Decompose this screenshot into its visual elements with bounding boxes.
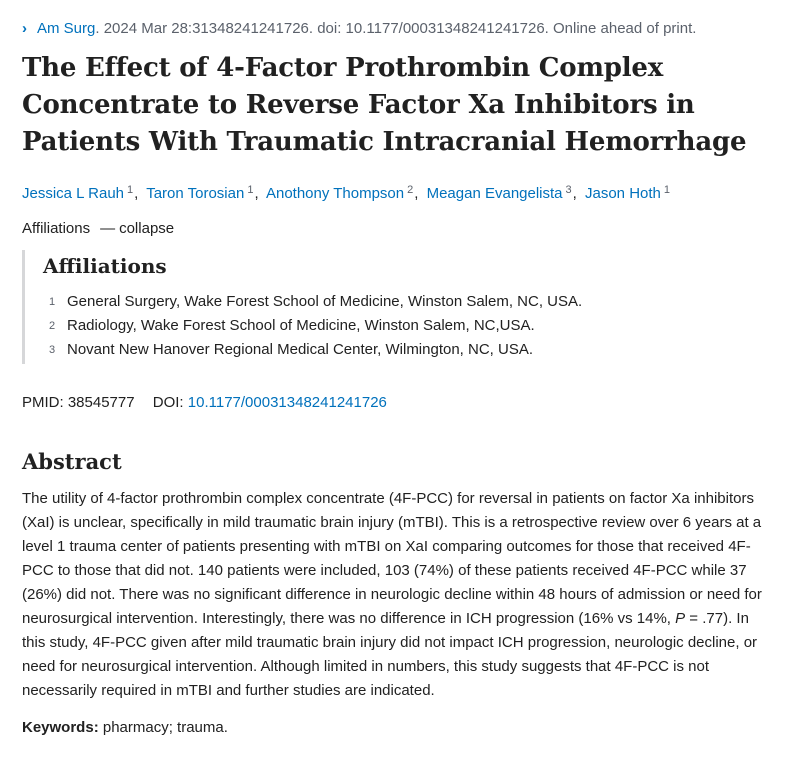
article-title: The Effect of 4-Factor Prothrombin Complex Concentrate to Reverse Factor Xa Inhibitors in Patients With Traumatic Intracranial Hemorrhage [22, 53, 747, 157]
author-link[interactable]: Taron Torosian [146, 185, 245, 202]
affiliation-number: 1 [49, 296, 56, 308]
author-separator: , [414, 185, 419, 202]
affiliation-number: 2 [49, 320, 56, 332]
author-affiliation-ref[interactable]: 2 [407, 184, 414, 196]
affiliation-item [43, 314, 774, 338]
pmid-value: 38545777 [67, 394, 135, 411]
doi-link[interactable]: 10.1177/00031348241241726 [187, 394, 387, 411]
citation-details: . 2024 Mar 28:31348241241726. doi: 10.1177/00031348241241726. Online ahead of print. [95, 20, 697, 37]
affiliation-item [43, 290, 774, 314]
abstract-text-part: The utility of 4-factor prothrombin complex concentrate (4F-PCC) for reversal in patients on factor Xa inhibitors (XaI) is unclear, specifically in mild traumatic brain injury (mTBI). This is a retrospective review over 6 years at a level 1 trauma center of patients presenting with mTBI on XaI comparing outcomes for those that received 4F-PCC to those that did not. 140 patients were included, 103 (74%) of these patients received 4F-PCC while 37 (26%) did not. There was no significant difference in neurologic decline within 48 hours of admission or need for neurosurgical intervention. Interestingly, there was no difference in ICH progression (16% vs 14%, [22, 490, 762, 627]
affiliation-number: 3 [49, 344, 56, 356]
p-value-label: P [675, 610, 686, 627]
abstract-text [22, 487, 774, 703]
citation-line [22, 18, 774, 40]
affiliations-toggle-label: Affiliations [22, 220, 91, 237]
keywords-label: Keywords: [22, 719, 99, 736]
dash-icon: — [100, 220, 116, 237]
author-affiliation-ref[interactable]: 1 [127, 184, 134, 196]
affiliation-text: Radiology, Wake Forest School of Medicine, Winston Salem, NC,USA. [67, 317, 535, 334]
abstract-text-part: = .77). In this study, 4F-PCC given after mild traumatic brain injury did not impact ICH progression, neurologic decline, or need for neurosurgical intervention. Although limited in numbers, this study suggests that 4F-PCC is not necessarily required in mTBI and further studies are indicated. [22, 610, 758, 699]
author-link[interactable]: Jason Hoth [585, 185, 661, 202]
doi-label: DOI: [152, 394, 184, 411]
author-link[interactable]: Meagan Evangelista [426, 185, 563, 202]
affiliations-panel [22, 250, 774, 364]
article-page [22, 18, 774, 739]
affiliation-text: General Surgery, Wake Forest School of Medicine, Winston Salem, NC, USA. [67, 293, 583, 310]
abstract-heading: Abstract [22, 449, 122, 474]
keywords [22, 717, 774, 739]
affiliations-toggle[interactable] [22, 218, 774, 240]
keywords-text: pharmacy; trauma. [102, 719, 228, 736]
author-separator: , [134, 185, 139, 202]
chevron-right-icon: › [22, 20, 27, 37]
author-separator: , [254, 185, 259, 202]
journal-link[interactable]: Am Surg [37, 20, 96, 37]
collapse-link[interactable]: collapse [119, 220, 175, 237]
author-link[interactable]: Anothony Thompson [265, 185, 405, 202]
author-separator: , [572, 185, 577, 202]
author-affiliation-ref[interactable]: 3 [565, 184, 572, 196]
author-affiliation-ref[interactable]: 1 [663, 184, 671, 196]
pmid-label: PMID: [22, 394, 64, 411]
affiliations-list [43, 290, 774, 362]
author-link[interactable]: Jessica L Rauh [22, 185, 124, 202]
author-affiliation-ref[interactable]: 1 [247, 184, 254, 196]
affiliation-item [43, 338, 774, 362]
affiliations-heading: Affiliations [43, 254, 167, 278]
affiliation-text: Novant New Hanover Regional Medical Center, Wilmington, NC, USA. [67, 341, 534, 358]
authors-list [22, 179, 774, 205]
identifiers [22, 392, 774, 414]
